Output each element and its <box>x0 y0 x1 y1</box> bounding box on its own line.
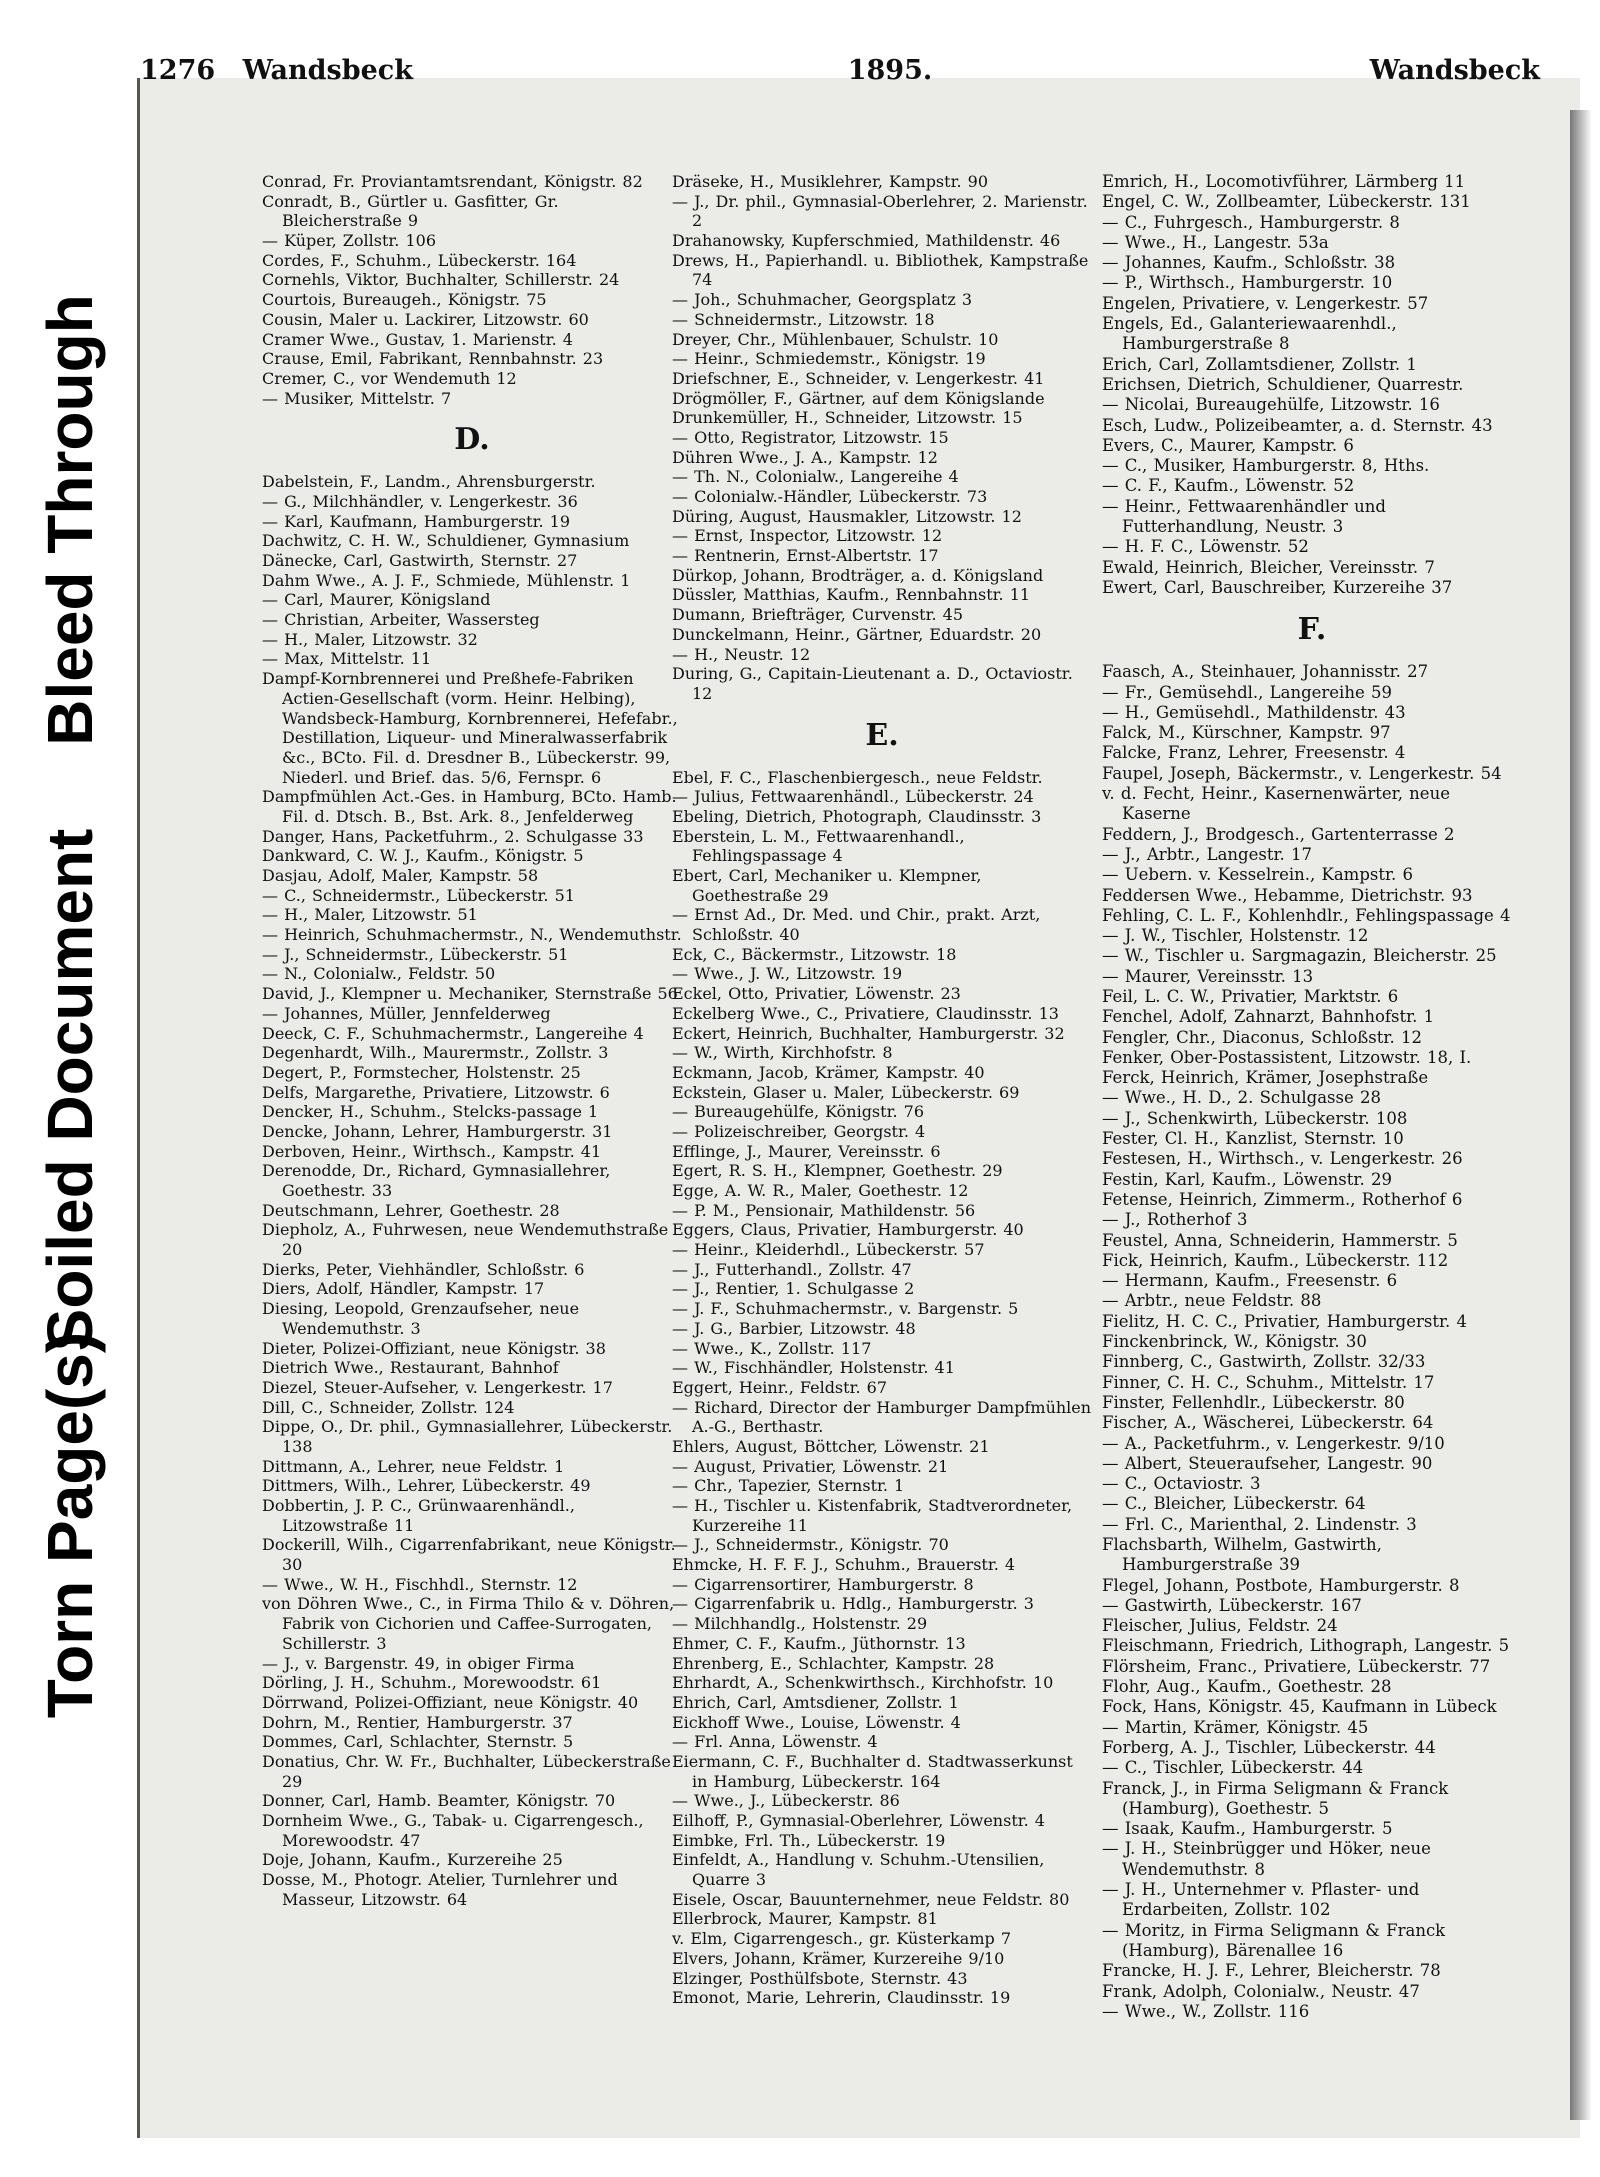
directory-entry: Dühren Wwe., J. A., Kampstr. 12 <box>672 447 938 467</box>
directory-entry: Flohr, Aug., Kaufm., Goethestr. 28 <box>1102 1677 1392 1697</box>
directory-entry: — J. H., Unternehmer v. Pflaster- und Erdarbeiten, Zollstr. 102 <box>1102 1880 1420 1920</box>
directory-entry: Donner, Carl, Hamb. Beamter, Königstr. 70 <box>262 1791 616 1811</box>
directory-entry: Fenker, Ober-Postassistent, Litzowstr. 18, I. <box>1102 1047 1472 1067</box>
directory-entry: Ehlers, August, Böttcher, Löwenstr. 21 <box>672 1436 990 1456</box>
directory-entry: Diezel, Steuer-Aufseher, v. Lengerkestr. 17 <box>262 1377 613 1397</box>
directory-entry: Cornehls, Viktor, Buchhalter, Schillerstr. 24 <box>262 270 620 290</box>
directory-entry: — Cigarrensortirer, Hamburgerstr. 8 <box>672 1574 974 1594</box>
directory-entry: — Ernst Ad., Dr. Med. und Chir., prakt. Arzt, Schloßstr. 40 <box>672 905 1041 945</box>
directory-entry: Delfs, Margarethe, Privatiere, Litzowstr. 6 <box>262 1082 610 1102</box>
directory-entry: Drews, H., Papierhandl. u. Bibliothek, Kampstraße 74 <box>672 250 1089 290</box>
directory-entry: Flachsbarth, Wilhelm, Gastwirth, Hamburgerstraße 39 <box>1102 1535 1382 1575</box>
directory-entry: Derboven, Heinr., Wirthsch., Kampstr. 41 <box>262 1141 602 1161</box>
directory-entry: Fock, Hans, Königstr. 45, Kaufmann in Lübeck <box>1102 1697 1497 1717</box>
directory-entry: — H., Neustr. 12 <box>672 644 811 664</box>
directory-entry: Diesing, Leopold, Grenzaufseher, neue Wendemuthstr. 3 <box>262 1299 580 1338</box>
directory-entry: Feddersen Wwe., Hebamme, Dietrichstr. 93 <box>1102 885 1473 905</box>
directory-entry: Dasjau, Adolf, Maler, Kampstr. 58 <box>262 866 539 885</box>
directory-entry: Dohrn, M., Rentier, Hamburgerstr. 37 <box>262 1712 573 1732</box>
directory-entry: Eckstein, Glaser u. Maler, Lübeckerstr. 69 <box>672 1082 1020 1102</box>
directory-entry: Drahanowsky, Kupferschmied, Mathildenstr. 46 <box>672 231 1061 251</box>
directory-entry: Frank, Adolph, Colonialw., Neustr. 47 <box>1102 1981 1420 2001</box>
directory-entry: — C., Octaviostr. 3 <box>1102 1474 1261 1494</box>
directory-entry: Eckmann, Jacob, Krämer, Kampstr. 40 <box>672 1062 985 1082</box>
directory-entry: Cremer, C., vor Wendemuth 12 <box>262 368 517 388</box>
directory-entry: Ewert, Carl, Bauschreiber, Kurzereihe 37 <box>1102 577 1453 597</box>
directory-entry: — J., Rentier, 1. Schulgasse 2 <box>672 1279 915 1299</box>
directory-entry: David, J., Klempner u. Mechaniker, Sternstraße 56 <box>262 984 678 1004</box>
directory-entry: — J., Dr. phil., Gymnasial-Oberlehrer, 2. Marienstr. 2 <box>672 191 1088 231</box>
directory-entry: — C. F., Kaufm., Löwenstr. 52 <box>1102 476 1355 496</box>
directory-entry: — J. W., Tischler, Holstenstr. 12 <box>1102 926 1369 946</box>
directory-entry: — Maurer, Vereinsstr. 13 <box>1102 966 1314 986</box>
directory-entry: Elzinger, Posthülfsbote, Sternstr. 43 <box>672 1968 968 1988</box>
directory-entry: — C., Musiker, Hamburgerstr. 8, Hths. <box>1102 456 1430 476</box>
directory-entry: Feil, L. C. W., Privatier, Marktstr. 6 <box>1102 986 1399 1006</box>
directory-entry: — Richard, Director der Hamburger Dampfmühlen A.-G., Berthastr. <box>672 1397 1092 1437</box>
directory-entry: — J. F., Schuhmachermstr., v. Bargenstr. 5 <box>672 1299 1019 1319</box>
directory-entry: — Moritz, in Firma Seligmann & Franck (Hamburg), Bärenallee 16 <box>1102 1920 1446 1960</box>
directory-entry: Dreyer, Chr., Mühlenbauer, Schulstr. 10 <box>672 329 999 349</box>
directory-entry: Danger, Hans, Packetfuhrm., 2. Schulgasse 33 <box>262 826 644 846</box>
directory-entry: Dobbertin, J. P. C., Grünwaarenhändl., Litzowstraße 11 <box>262 1496 575 1535</box>
directory-entry: Ehrenberg, E., Schlachter, Kampstr. 28 <box>672 1653 995 1673</box>
directory-entry: Finner, C. H. C., Schuhm., Mittelstr. 17 <box>1102 1372 1435 1392</box>
page-number: 1276 <box>140 55 216 86</box>
directory-entry: Dittmann, A., Lehrer, neue Feldstr. 1 <box>262 1456 565 1476</box>
directory-entry: — C., Schneidermstr., Lübeckerstr. 51 <box>262 885 575 905</box>
directory-entry: — Albert, Steueraufseher, Langestr. 90 <box>1102 1453 1433 1473</box>
directory-entry: — N., Colonialw., Feldstr. 50 <box>262 964 496 984</box>
directory-entry: Eisele, Oscar, Bauunternehmer, neue Feldstr. 80 <box>672 1889 1070 1909</box>
directory-entry: — J., Rotherhof 3 <box>1102 1210 1248 1230</box>
stamp-bleed-through: Bleed Through <box>34 294 106 746</box>
directory-entry: Ebert, Carl, Mechaniker u. Klempner, Goethestraße 29 <box>672 866 982 905</box>
directory-entry: Engelen, Privatiere, v. Lengerkestr. 57 <box>1102 293 1429 313</box>
directory-entry: Dietrich Wwe., Restaurant, Bahnhof <box>262 1358 559 1378</box>
directory-entry: Crause, Emil, Fabrikant, Rennbahnstr. 23 <box>262 349 604 369</box>
directory-entry: Degenhardt, Wilh., Maurermstr., Zollstr. 3 <box>262 1043 609 1063</box>
directory-entry: Elvers, Johann, Krämer, Kurzereihe 9/10 <box>672 1948 1005 1968</box>
directory-entry: — Heinrich, Schuhmachermstr., N., Wendemuthstr. <box>262 925 682 945</box>
directory-entry: Egge, A. W. R., Maler, Goethestr. 12 <box>672 1181 969 1200</box>
directory-entry: Fleischmann, Friedrich, Lithograph, Langestr. 5 <box>1102 1636 1510 1656</box>
directory-entry: Feustel, Anna, Schneiderin, Hammerstr. 5 <box>1102 1230 1458 1250</box>
directory-entry: Dörrwand, Polizei-Offiziant, neue Königstr. 40 <box>262 1692 639 1712</box>
directory-entry: Fetense, Heinrich, Zimmerm., Rotherhof 6 <box>1102 1189 1463 1209</box>
directory-entry: Fielitz, H. C. C., Privatier, Hamburgerstr. 4 <box>1102 1311 1468 1331</box>
directory-entry: Eiermann, C. F., Buchhalter d. Stadtwasserkunst in Hamburg, Lübeckerstr. 164 <box>672 1751 1073 1791</box>
directory-entry: Faupel, Joseph, Bäckermstr., v. Lengerkestr. 54 <box>1102 763 1502 783</box>
directory-entry: Fenchel, Adolf, Zahnarzt, Bahnhofstr. 1 <box>1102 1007 1435 1027</box>
directory-entry: — Max, Mittelstr. 11 <box>262 649 432 669</box>
directory-entry: Feddern, J., Brodgesch., Gartenterrasse 2 <box>1102 824 1455 844</box>
directory-entry: v. Elm, Cigarrengesch., gr. Küsterkamp 7 <box>672 1929 1011 1949</box>
directory-entry: — Rentnerin, Ernst-Albertstr. 17 <box>672 546 939 566</box>
directory-entry: Eberstein, L. M., Fettwaarenhandl., Fehlingspassage 4 <box>672 826 965 866</box>
directory-entry: Fick, Heinrich, Kaufm., Lübeckerstr. 112 <box>1102 1250 1449 1270</box>
directory-entry: Dankward, C. W. J., Kaufm., Königstr. 5 <box>262 846 584 866</box>
directory-entry: Degert, P., Formstecher, Holstenstr. 25 <box>262 1062 581 1082</box>
directory-entry: — P. M., Pensionair, Mathildenstr. 56 <box>672 1200 976 1220</box>
directory-entry: Emrich, H., Locomotivführer, Lärmberg 11 <box>1102 172 1466 191</box>
directory-entry: — H., Gemüsehdl., Mathildenstr. 43 <box>1102 702 1406 722</box>
directory-entry: Deeck, C. F., Schuhmachermstr., Langereihe 4 <box>262 1023 644 1043</box>
directory-entry: Faasch, A., Steinhauer, Johannisstr. 27 <box>1102 662 1429 682</box>
stamp-soiled-document: Soiled Document <box>34 828 106 1352</box>
directory-entry: v. d. Fecht, Heinr., Kasernenwärter, neue Kaserne <box>1102 784 1450 824</box>
directory-entry: Fehling, C. L. F., Kohlenhdlr., Fehlingspassage 4 <box>1102 905 1511 925</box>
directory-entry: Festesen, H., Wirthsch., v. Lengerkestr. 26 <box>1102 1149 1463 1169</box>
directory-entry: Eggert, Heinr., Feldstr. 67 <box>672 1377 887 1397</box>
directory-entry: Finckenbrinck, W., Königstr. 30 <box>1102 1332 1367 1352</box>
directory-entry: — Heinr., Schmiedemstr., Königstr. 19 <box>672 349 986 369</box>
directory-entry: Dampfmühlen Act.-Ges. in Hamburg, BCto. Hamb. Fil. d. Dtsch. B., Bst. Ark. 8., Jenfelderweg <box>262 787 677 826</box>
directory-entry: — Polizeischreiber, Georgstr. 4 <box>672 1121 926 1141</box>
left-title: Wandsbeck <box>242 55 413 86</box>
directory-entry: Ehmer, C. F., Kaufm., Jüthornstr. 13 <box>672 1633 966 1653</box>
directory-entry: Derenodde, Dr., Richard, Gymnasiallehrer, Goethestr. 33 <box>262 1161 611 1200</box>
directory-column-2 <box>672 172 1092 2008</box>
directory-entry: von Döhren Wwe., C., in Firma Thilo & v. Döhren, Fabrik von Cichorien und Caffee-Surrogaten, Schillerstr. 3 <box>262 1594 675 1653</box>
directory-entry: Dabelstein, F., Landm., Ahrensburgerstr. <box>262 472 596 492</box>
directory-entry: Dosse, M., Photogr. Atelier, Turnlehrer und Masseur, Litzowstr. 64 <box>262 1870 618 1909</box>
page-edge <box>1570 110 1592 2120</box>
directory-entry: — Heinr., Kleiderhdl., Lübeckerstr. 57 <box>672 1240 985 1260</box>
directory-entry: — Wwe., H. D., 2. Schulgasse 28 <box>1102 1088 1381 1108</box>
directory-entry: Egert, R. S. H., Klempner, Goethestr. 29 <box>672 1161 1003 1181</box>
directory-entry: Engels, Ed., Galanteriewaarenhdl., Hamburgerstraße 8 <box>1102 314 1397 354</box>
directory-entry: Dunckelmann, Heinr., Gärtner, Eduardstr. 20 <box>672 624 1042 644</box>
directory-entry: — Martin, Krämer, Königstr. 45 <box>1102 1717 1369 1737</box>
stamp-torn-pages: Torn Page(s) <box>34 1331 106 1719</box>
directory-entry: Ewald, Heinrich, Bleicher, Vereinsstr. 7 <box>1102 557 1435 577</box>
directory-entry: Dachwitz, C. H. W., Schuldiener, Gymnasium <box>262 531 630 551</box>
directory-entry: Erichsen, Dietrich, Schuldiener, Quarrestr. <box>1102 374 1464 394</box>
directory-entry: Eggers, Claus, Privatier, Hamburgerstr. 40 <box>672 1220 1024 1240</box>
directory-entry: Doje, Johann, Kaufm., Kurzereihe 25 <box>262 1850 563 1870</box>
directory-entry: Esch, Ludw., Polizeibeamter, a. d. Sternstr. 43 <box>1102 415 1493 435</box>
directory-entry: Flegel, Johann, Postbote, Hamburgerstr. 8 <box>1102 1575 1460 1595</box>
directory-entry: — Christian, Arbeiter, Wassersteg <box>262 610 540 630</box>
directory-entry: — Wwe., J., Lübeckerstr. 86 <box>672 1791 900 1811</box>
directory-entry: Deutschmann, Lehrer, Goethestr. 28 <box>262 1200 560 1220</box>
directory-entry: Finster, Fellenhdlr., Lübeckerstr. 80 <box>1102 1392 1405 1412</box>
directory-entry: Dippe, O., Dr. phil., Gymnasiallehrer, Lübeckerstr. 138 <box>262 1417 673 1456</box>
section-letter: E. <box>865 717 899 753</box>
directory-entry: Dahm Wwe., A. J. F., Schmiede, Mühlenstr. 1 <box>262 570 631 590</box>
directory-entry: Drögmöller, F., Gärtner, auf dem Königslande <box>672 388 1045 408</box>
directory-entry: Fengler, Chr., Diaconus, Schloßstr. 12 <box>1102 1027 1422 1047</box>
directory-entry: Forberg, A. J., Tischler, Lübeckerstr. 44 <box>1102 1737 1436 1757</box>
directory-entry: — W., Tischler u. Sargmagazin, Bleicherstr. 25 <box>1102 946 1497 966</box>
directory-entry: Diers, Adolf, Händler, Kampstr. 17 <box>262 1279 545 1299</box>
directory-entry: Franck, J., in Firma Seligmann & Franck (Hamburg), Goethestr. 5 <box>1102 1778 1449 1818</box>
directory-entry: — Gastwirth, Lübeckerstr. 167 <box>1102 1595 1362 1615</box>
directory-entry: Ehrich, Carl, Amtsdiener, Zollstr. 1 <box>672 1692 959 1712</box>
directory-entry: — Johannes, Kaufm., Schloßstr. 38 <box>1102 253 1396 273</box>
directory-entry: — Ernst, Inspector, Litzowstr. 12 <box>672 526 943 546</box>
directory-entry: Finnberg, C., Gastwirth, Zollstr. 32/33 <box>1102 1352 1426 1372</box>
directory-entry: Efflinge, J., Maurer, Vereinsstr. 6 <box>672 1141 941 1161</box>
directory-entry: — J., Arbtr., Langestr. 17 <box>1102 844 1313 864</box>
directory-entry: Ehmcke, H. F. F. J., Schuhm., Brauerstr. 4 <box>672 1555 1016 1575</box>
directory-entry: Dierks, Peter, Viehhändler, Schloßstr. 6 <box>262 1259 585 1279</box>
directory-entry: — Wwe., K., Zollstr. 117 <box>672 1338 872 1358</box>
directory-entry: — Bureaugehülfe, Königstr. 76 <box>672 1102 924 1122</box>
directory-entry: Dampf-Kornbrennerei und Preßhefe-Fabriken Actien-Gesellschaft (vorm. Heinr. Helbing), Wandsbeck-Hamburg, Kornbrennerei, Hefefabr., Destillation, Liqueur- und Mineralwasserfabrik &c., BCto. Fil. d. Dresdner B., Lübeckerstr. 99, Niederl. und Brief. das. 5/6, Fernspr. 6 <box>262 669 678 787</box>
directory-entry: Düring, August, Hausmakler, Litzowstr. 12 <box>672 506 1022 526</box>
directory-entry: Flörsheim, Franc., Privatiere, Lübeckerstr. 77 <box>1102 1656 1491 1676</box>
directory-entry: Ellerbrock, Maurer, Kampstr. 81 <box>672 1909 938 1929</box>
directory-entry: — Arbtr., neue Feldstr. 88 <box>1102 1291 1322 1311</box>
directory-entry: Festin, Karl, Kaufm., Löwenstr. 29 <box>1102 1169 1392 1189</box>
running-header-left <box>140 55 580 95</box>
directory-entry: Einfeldt, A., Handlung v. Schuhm.-Utensilien, Quarre 3 <box>672 1850 1045 1890</box>
directory-entry: — G., Milchhändler, v. Lengerkestr. 36 <box>262 491 578 511</box>
directory-entry: Ferck, Heinrich, Krämer, Josephstraße <box>1102 1068 1429 1088</box>
directory-entry: — Otto, Registrator, Litzowstr. 15 <box>672 427 949 447</box>
directory-entry: — Carl, Maurer, Königsland <box>262 590 491 610</box>
directory-entry: Donatius, Chr. W. Fr., Buchhalter, Lübeckerstraße 29 <box>262 1751 671 1791</box>
directory-entry: — C., Bleicher, Lübeckerstr. 64 <box>1102 1494 1366 1514</box>
document-condition-stamps <box>0 0 130 2177</box>
directory-entry: Falck, M., Kürschner, Kampstr. 97 <box>1102 723 1391 743</box>
directory-entry: — J. H., Steinbrügger und Höker, neue Wendemuthstr. 8 <box>1102 1839 1431 1879</box>
directory-entry: Erich, Carl, Zollamtsdiener, Zollstr. 1 <box>1102 354 1417 374</box>
directory-entry: — Isaak, Kaufm., Hamburgerstr. 5 <box>1102 1819 1393 1839</box>
directory-entry: — Milchhandlg., Holstenstr. 29 <box>672 1614 928 1634</box>
directory-entry: Düssler, Matthias, Kaufm., Rennbahnstr. 11 <box>672 585 1031 605</box>
directory-entry: Eckelberg Wwe., C., Privatiere, Claudinsstr. 13 <box>672 1003 1059 1023</box>
directory-entry: — Wwe., W. H., Fischhdl., Sternstr. 12 <box>262 1574 578 1594</box>
directory-entry: Ehrhardt, A., Schenkwirthsch., Kirchhofstr. 10 <box>672 1673 1054 1693</box>
directory-entry: — Johannes, Müller, Jennfelderweg <box>262 1003 551 1023</box>
directory-entry: — Nicolai, Bureaugehülfe, Litzowstr. 16 <box>1102 395 1440 415</box>
directory-entry: — Colonialw.-Händler, Lübeckerstr. 73 <box>672 487 988 506</box>
directory-entry: — Wwe., W., Zollstr. 116 <box>1102 2001 1310 2021</box>
directory-entry: Dieter, Polizei-Offiziant, neue Königstr. 38 <box>262 1338 606 1358</box>
directory-entry: Conrad, Fr. Proviantamtsrendant, Königstr. 82 <box>262 172 643 191</box>
directory-entry: — Frl. C., Marienthal, 2. Lindenstr. 3 <box>1102 1514 1417 1534</box>
directory-entry: Dürkop, Johann, Brodträger, a. d. Königsland <box>672 565 1044 585</box>
directory-entry: Fleischer, Julius, Feldstr. 24 <box>1102 1616 1338 1636</box>
directory-entry: Cousin, Maler u. Lackirer, Litzowstr. 60 <box>262 309 589 329</box>
directory-column-3 <box>1102 172 1522 2022</box>
directory-entry: Dencke, Johann, Lehrer, Hamburgerstr. 31 <box>262 1121 613 1141</box>
directory-entry: Eckel, Otto, Privatier, Löwenstr. 23 <box>672 984 961 1004</box>
directory-entry: Cramer Wwe., Gustav, 1. Marienstr. 4 <box>262 329 573 349</box>
directory-entry: Falcke, Franz, Lehrer, Freesenstr. 4 <box>1102 743 1406 763</box>
directory-entry: Fischer, A., Wäscherei, Lübeckerstr. 64 <box>1102 1413 1434 1433</box>
directory-entry: Ebeling, Dietrich, Photograph, Claudinsstr. 3 <box>672 806 1042 826</box>
directory-entry: — Hermann, Kaufm., Freesenstr. 6 <box>1102 1271 1398 1291</box>
directory-entry: — Schneidermstr., Litzowstr. 18 <box>672 309 935 329</box>
directory-entry: Dill, C., Schneider, Zollstr. 124 <box>262 1397 515 1417</box>
directory-entry: — Fr., Gemüsehdl., Langereihe 59 <box>1102 682 1392 702</box>
directory-entry: — H., Maler, Litzowstr. 32 <box>262 629 478 649</box>
directory-entry: — Joh., Schuhmacher, Georgsplatz 3 <box>672 290 973 310</box>
directory-entry: — Th. N., Colonialw., Langereihe 4 <box>672 467 959 487</box>
directory-entry: Dumann, Briefträger, Curvenstr. 45 <box>672 605 963 625</box>
directory-entry: Dräseke, H., Musiklehrer, Kampstr. 90 <box>672 172 988 191</box>
directory-entry: Eimbke, Frl. Th., Lübeckerstr. 19 <box>672 1830 946 1850</box>
directory-entry: — H., Maler, Litzowstr. 51 <box>262 905 478 925</box>
directory-entry: — P., Wirthsch., Hamburgerstr. 10 <box>1102 273 1393 293</box>
directory-entry: Evers, C., Maurer, Kampstr. 6 <box>1102 435 1354 455</box>
directory-entry: — August, Privatier, Löwenstr. 21 <box>672 1456 949 1476</box>
directory-entry: — C., Tischler, Lübeckerstr. 44 <box>1102 1758 1364 1778</box>
directory-entry: Eckert, Heinrich, Buchhalter, Hamburgerstr. 32 <box>672 1023 1065 1043</box>
directory-entry: — W., Fischhändler, Holstenstr. 41 <box>672 1358 955 1378</box>
directory-entry: Drunkemüller, H., Schneider, Litzowstr. 15 <box>672 408 1023 428</box>
directory-entry: Diepholz, A., Fuhrwesen, neue Wendemuthstraße 20 <box>262 1220 669 1260</box>
directory-entry: — J., Schneidermstr., Königstr. 70 <box>672 1535 949 1555</box>
directory-entry: Dänecke, Carl, Gastwirth, Sternstr. 27 <box>262 551 578 570</box>
directory-entry: — J., Schenkwirth, Lübeckerstr. 108 <box>1102 1108 1408 1128</box>
directory-entry: — Karl, Kaufmann, Hamburgerstr. 19 <box>262 511 571 531</box>
year-header: 1895. <box>847 55 933 86</box>
section-letter: D. <box>454 422 490 458</box>
right-title: Wandsbeck <box>1369 55 1540 86</box>
directory-entry: — J., v. Bargenstr. 49, in obiger Firma <box>262 1653 575 1673</box>
directory-entry: — Heinr., Fettwaarenhändler und Futterhandlung, Neustr. 3 <box>1102 496 1386 537</box>
directory-entry: — Frl. Anna, Löwenstr. 4 <box>672 1732 878 1752</box>
directory-entry: — Uebern. v. Kesselrein., Kampstr. 6 <box>1102 865 1414 885</box>
directory-entry: — Wwe., J. W., Litzowstr. 19 <box>672 964 903 984</box>
directory-entry: Dornheim Wwe., G., Tabak- u. Cigarrengesch., Morewoodstr. 47 <box>262 1811 644 1850</box>
directory-entry: Dommes, Carl, Schlachter, Sternstr. 5 <box>262 1732 574 1752</box>
directory-entry: — Musiker, Mittelstr. 7 <box>262 388 452 408</box>
directory-entry: Courtois, Bureaugeh., Königstr. 75 <box>262 290 547 310</box>
directory-entry: — H., Tischler u. Kistenfabrik, Stadtverordneter, Kurzereihe 11 <box>672 1496 1073 1535</box>
directory-entry: Conradt, B., Gürtler u. Gasfitter, Gr. Bleicherstraße 9 <box>262 191 559 231</box>
directory-entry: Dörling, J. H., Schuhm., Morewoodstr. 61 <box>262 1673 602 1693</box>
directory-entry: Driefschner, E., Schneider, v. Lengerkestr. 41 <box>672 368 1045 388</box>
directory-entry: — J., Futterhandl., Zollstr. 47 <box>672 1259 912 1279</box>
directory-entry: Cordes, F., Schuhm., Lübeckerstr. 164 <box>262 250 577 270</box>
directory-entry: — J. G., Barbier, Litzowstr. 48 <box>672 1318 916 1338</box>
directory-entry: Ebel, F. C., Flaschenbiergesch., neue Feldstr. <box>672 767 1043 787</box>
directory-entry: — H. F. C., Löwenstr. 52 <box>1102 537 1309 557</box>
directory-entry: Eickhoff Wwe., Louise, Löwenstr. 4 <box>672 1712 961 1732</box>
directory-entry: — Küper, Zollstr. 106 <box>262 231 436 251</box>
section-letter: F. <box>1297 612 1327 648</box>
directory-entry: Eilhoff, P., Gymnasial-Oberlehrer, Löwenstr. 4 <box>672 1811 1045 1830</box>
directory-entry: — A., Packetfuhrm., v. Lengerkestr. 9/10 <box>1102 1433 1445 1453</box>
directory-entry: — C., Fuhrgesch., Hamburgerstr. 8 <box>1102 212 1400 232</box>
directory-entry: During, G., Capitain-Lieutenant a. D., Octaviostr. 12 <box>672 664 1073 703</box>
directory-entry: Francke, H. J. F., Lehrer, Bleicherstr. 78 <box>1102 1961 1441 1981</box>
directory-columns <box>262 172 1562 2022</box>
directory-entry: Emonot, Marie, Lehrerin, Claudinsstr. 19 <box>672 1988 1011 2008</box>
directory-entry: — W., Wirth, Kirchhofstr. 8 <box>672 1043 893 1063</box>
directory-entry: Dockerill, Wilh., Cigarrenfabrikant, neue Königstr. 30 <box>262 1535 676 1575</box>
directory-entry: — Chr., Tapezier, Sternstr. 1 <box>672 1476 905 1496</box>
directory-entry: Dencker, H., Schuhm., Stelcks-passage 1 <box>262 1102 599 1122</box>
directory-column-1 <box>262 172 682 1909</box>
directory-entry: — Wwe., H., Langestr. 53a <box>1102 232 1329 252</box>
directory-entry: — Julius, Fettwaarenhändl., Lübeckerstr. 24 <box>672 787 1034 807</box>
directory-entry: Eck, C., Bäckermstr., Litzowstr. 18 <box>672 944 957 964</box>
directory-entry: — Cigarrenfabrik u. Hdlg., Hamburgerstr. 3 <box>672 1594 1034 1614</box>
directory-entry: Fester, Cl. H., Kanzlist, Sternstr. 10 <box>1102 1129 1404 1149</box>
directory-entry: Dittmers, Wilh., Lehrer, Lübeckerstr. 49 <box>262 1476 591 1496</box>
directory-entry: — J., Schneidermstr., Lübeckerstr. 51 <box>262 944 569 964</box>
directory-entry: Engel, C. W., Zollbeamter, Lübeckerstr. 131 <box>1102 192 1471 212</box>
